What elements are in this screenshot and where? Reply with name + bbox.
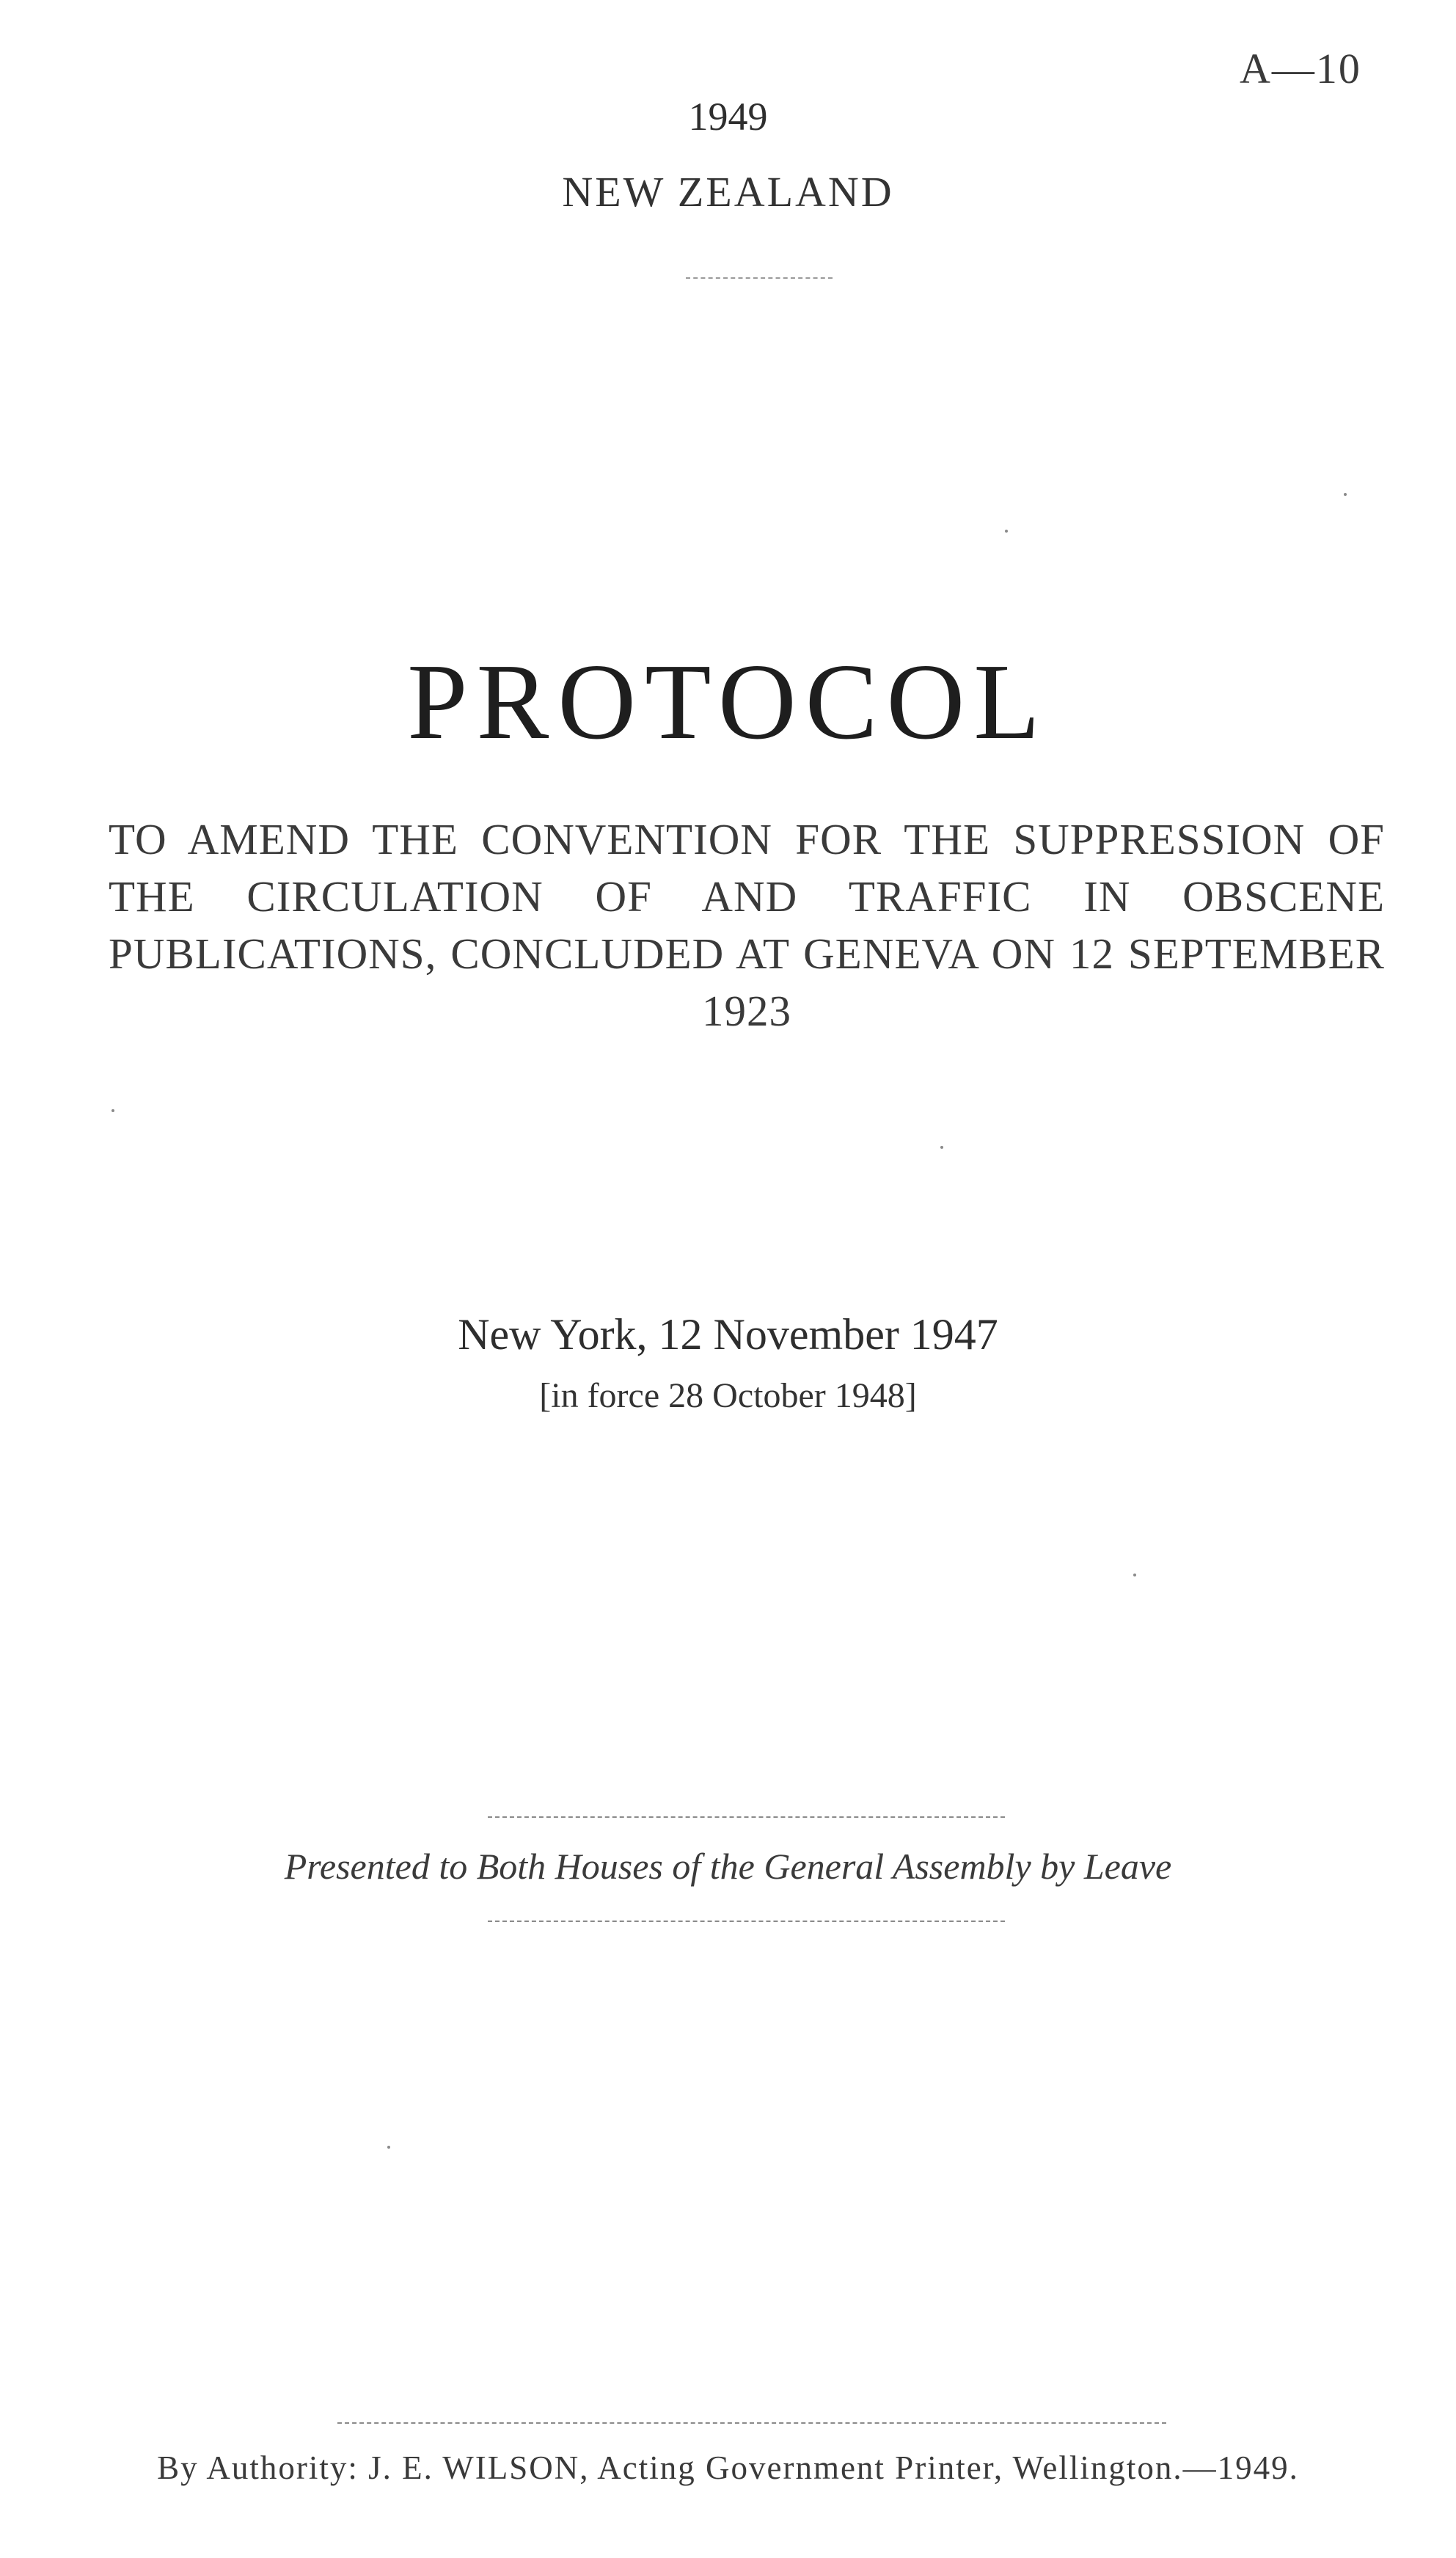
- print-speck: [1133, 1574, 1136, 1576]
- document-title: PROTOCOL: [407, 642, 1049, 762]
- print-speck: [1344, 493, 1347, 496]
- country-heading: NEW ZEALAND: [562, 168, 894, 216]
- print-speck: [1005, 530, 1008, 533]
- place-and-date: New York, 12 November 1947: [458, 1310, 998, 1359]
- publication-year: 1949: [688, 95, 768, 139]
- document-subtitle: TO AMEND THE CONVENTION FOR THE SUPPRESSION OF THE CIRCULATION OF AND TRAFFIC IN OBSCENE PUBLICATIONS, CONCLUDED AT GENEVA ON 12 SEPTEMBER 1923: [109, 815, 1385, 1035]
- header-divider: [686, 277, 833, 279]
- presentation-rule-bottom: [488, 1921, 1005, 1922]
- presentation-rule-top: [488, 1816, 1005, 1818]
- in-force-date: [in force 28 October 1948]: [539, 1376, 917, 1415]
- footer-divider: [337, 2422, 1166, 2424]
- print-speck: [387, 2146, 390, 2149]
- presentation-note: Presented to Both Houses of the General Assembly by Leave: [284, 1846, 1172, 1887]
- print-speck: [940, 1146, 943, 1149]
- print-speck: [111, 1109, 114, 1112]
- printer-imprint: By Authority: J. E. WILSON, Acting Government Printer, Wellington.—1949.: [157, 2449, 1299, 2486]
- reference-code: A—10: [1240, 45, 1361, 92]
